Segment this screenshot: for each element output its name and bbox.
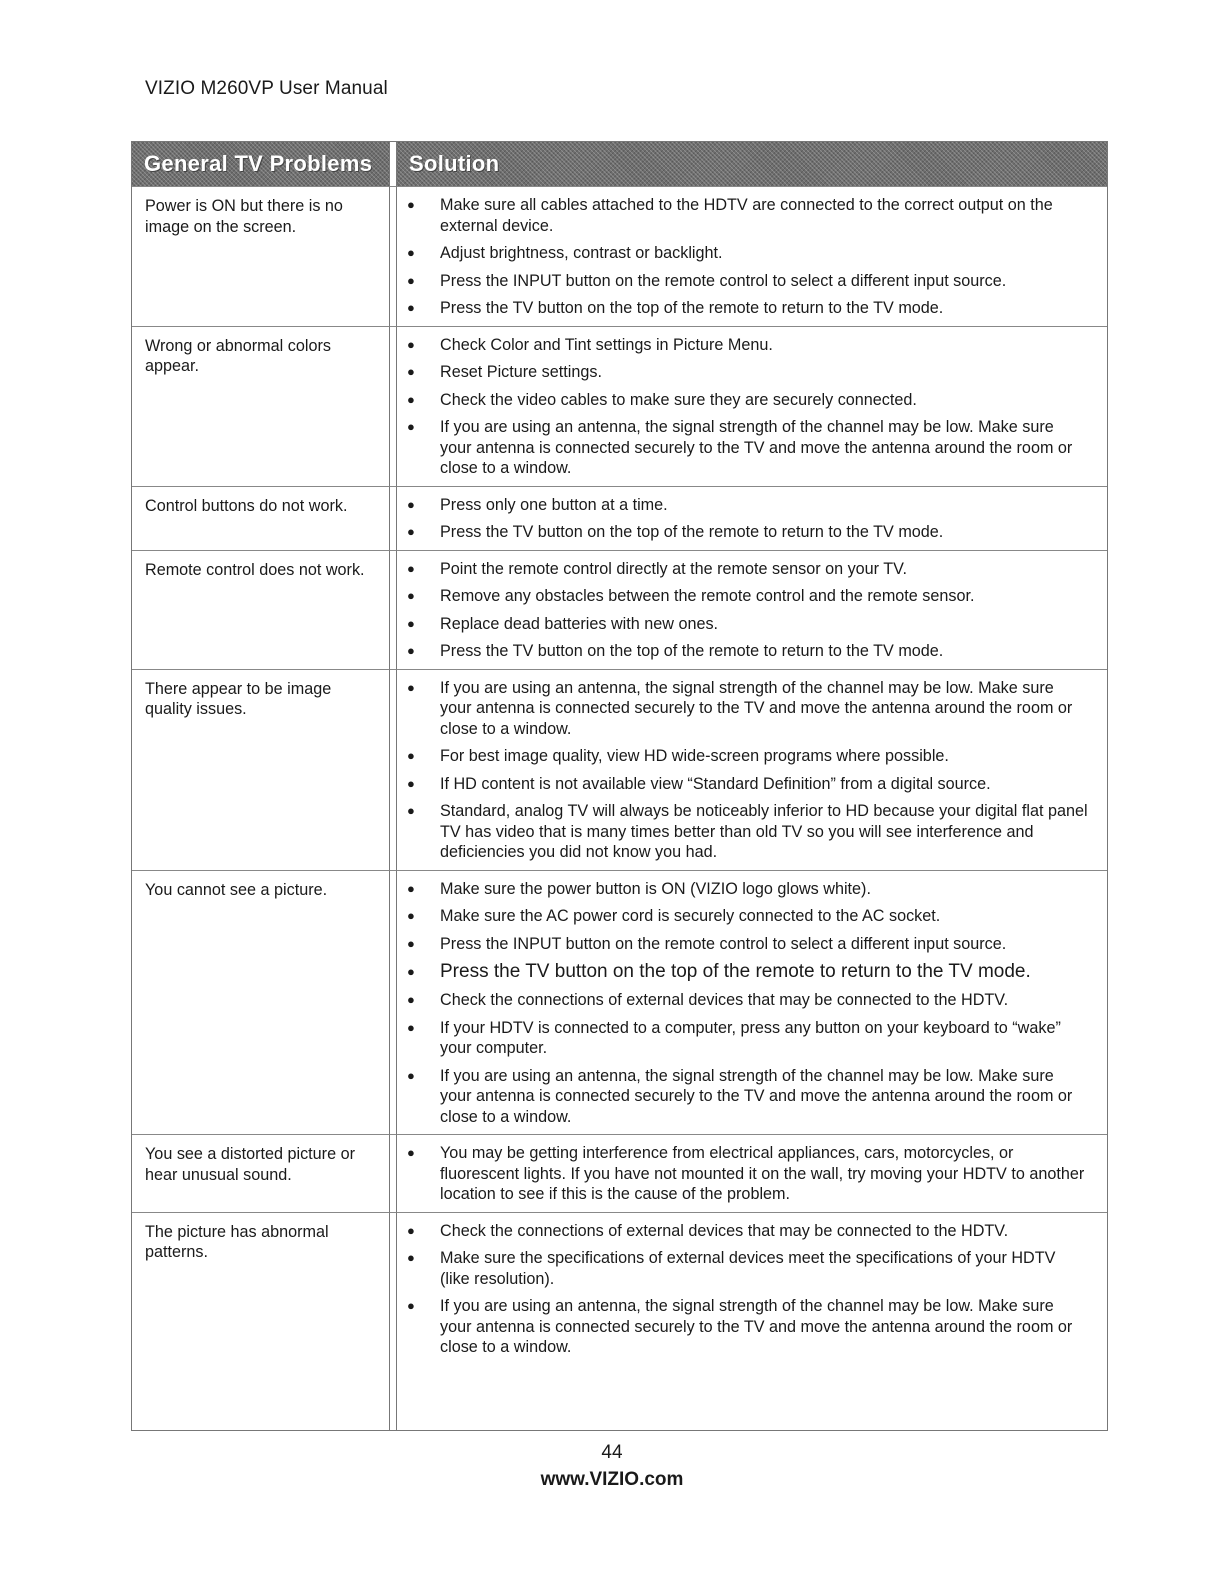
solution-text: Press the TV button on the top of the remote to return to the TV mode. — [440, 299, 944, 317]
solution-text: Remove any obstacles between the remote control and the remote sensor. — [440, 587, 975, 605]
list-item — [407, 961, 1089, 983]
solution-text: If you are using an antenna, the signal strength of the channel may be low. Make sure your antenna is connected securely to the TV and move the antenna around the room or close to a window. — [440, 1297, 1073, 1356]
list-item — [407, 678, 1089, 740]
solution-text: Check the connections of external devices that may be connected to the HDTV. — [440, 991, 1009, 1009]
column-divider — [389, 187, 397, 327]
table-row — [132, 551, 1107, 670]
solution-cell — [397, 551, 1107, 670]
solution-text: If you are using an antenna, the signal strength of the channel may be low. Make sure your antenna is connected securely to the TV and move the antenna around the room or close to a window. — [440, 1066, 1073, 1126]
solution-cell — [397, 187, 1107, 327]
solution-text: If you are using an antenna, the signal strength of the channel may be low. Make sure your antenna is connected securely to the TV and move the antenna around the room or close to a window. — [440, 678, 1073, 738]
bullet-icon: ● — [407, 775, 415, 791]
solution-text: Check Color and Tint settings in Picture Menu. — [440, 335, 773, 354]
table-row — [132, 1135, 1107, 1213]
solution-list — [407, 335, 1089, 479]
bullet-icon: ● — [407, 1250, 415, 1265]
bullet-icon: ● — [407, 391, 415, 407]
solution-text: Replace dead batteries with new ones. — [440, 614, 719, 633]
solution-list — [407, 879, 1089, 1128]
solution-text: If HD content is not available view “Standard Definition” from a digital source. — [440, 774, 991, 793]
solution-list — [407, 195, 1089, 319]
bullet-icon: ● — [407, 935, 415, 951]
bullet-icon: ● — [407, 803, 415, 818]
problem-cell: Wrong or abnormal colors appear. — [132, 327, 389, 487]
list-item — [407, 1296, 1089, 1358]
table-row — [132, 871, 1107, 1136]
problem-cell: The picture has abnormal patterns. — [145, 1222, 329, 1261]
list-item — [407, 298, 1089, 319]
solution-cell — [397, 487, 1107, 551]
troubleshooting-table — [131, 141, 1108, 1431]
column-divider — [389, 142, 397, 187]
solution-list — [407, 559, 1089, 662]
list-item — [407, 390, 1089, 411]
solution-cell — [397, 670, 1107, 871]
column-divider — [389, 1135, 397, 1213]
list-item — [407, 801, 1089, 863]
bullet-icon: ● — [407, 245, 415, 260]
table-row — [132, 327, 1107, 487]
bullet-icon: ● — [407, 908, 415, 923]
solution-text: Check the video cables to make sure they are securely connected. — [440, 390, 917, 409]
solution-text: Standard, analog TV will always be noticeably inferior to HD because your digital flat panel TV has video that is many times better than old TV so you will see interference and deficiencies you did not know you had. — [440, 802, 1088, 861]
solution-text: Check the connections of external devices that may be connected to the HDTV. — [440, 1221, 1009, 1240]
solution-list — [407, 678, 1089, 863]
bullet-icon: ● — [407, 560, 415, 576]
column-divider — [389, 487, 397, 551]
list-item — [407, 1248, 1089, 1289]
column-divider — [389, 1213, 397, 1430]
solution-list — [407, 1221, 1089, 1358]
list-item — [407, 417, 1089, 479]
list-item — [407, 335, 1089, 356]
list-item — [407, 559, 1089, 580]
footer-url: www.VIZIO.com — [540, 1469, 684, 1490]
list-item — [407, 1143, 1089, 1205]
list-item — [407, 522, 1089, 543]
bullet-icon: ● — [407, 615, 415, 631]
solution-list — [407, 495, 1089, 543]
solution-list — [407, 1143, 1089, 1205]
column-divider — [389, 551, 397, 670]
column-divider — [389, 327, 397, 487]
list-item — [407, 934, 1089, 955]
problem-cell: You cannot see a picture. — [132, 871, 389, 1136]
bullet-icon: ● — [407, 336, 415, 352]
bullet-icon: ● — [407, 964, 415, 979]
bullet-icon: ● — [407, 496, 415, 512]
bullet-icon: ● — [407, 1145, 415, 1160]
column-divider — [389, 871, 397, 1136]
solution-text: Press only one button at a time. — [440, 495, 668, 514]
bullet-icon: ● — [407, 992, 415, 1007]
problem-cell: Remote control does not work. — [132, 551, 389, 670]
solution-text: Make sure all cables attached to the HDTV are connected to the correct output on the external device. — [440, 196, 1053, 235]
bullet-icon: ● — [407, 1019, 415, 1035]
solution-text: Press the INPUT button on the remote control to select a different input source. — [440, 934, 1007, 953]
list-item — [407, 1018, 1089, 1059]
solution-text: Point the remote control directly at the remote sensor on your TV. — [440, 559, 907, 578]
page-number: 44 — [601, 1442, 623, 1463]
solution-text: Press the TV button on the top of the remote to return to the TV mode. — [440, 523, 944, 541]
solution-text: Make sure the specifications of external devices meet the specifications of your HDTV (like resolution). — [440, 1249, 1056, 1288]
solution-text: If you are using an antenna, the signal strength of the channel may be low. Make sure your antenna is connected securely to the TV and move the antenna around the room or close to a window. — [440, 418, 1073, 477]
bullet-icon: ● — [407, 524, 415, 539]
list-item — [407, 746, 1089, 767]
bullet-icon: ● — [407, 300, 415, 315]
solution-cell — [397, 327, 1107, 487]
bullet-icon: ● — [407, 748, 415, 763]
list-item — [407, 990, 1089, 1011]
table-row — [132, 1213, 1107, 1430]
table-row — [132, 487, 1107, 551]
bullet-icon: ● — [407, 643, 415, 658]
table-header-row — [132, 142, 1107, 187]
problem-cell: Power is ON but there is no image on the screen. — [132, 187, 389, 327]
list-item — [407, 362, 1089, 383]
solution-text: Reset Picture settings. — [440, 363, 602, 381]
list-item — [407, 195, 1089, 236]
solution-text: Adjust brightness, contrast or backlight. — [440, 244, 723, 262]
problem-cell: There appear to be image quality issues. — [132, 670, 389, 871]
running-header: VIZIO M260VP User Manual — [145, 78, 388, 99]
solution-text: Press the TV button on the top of the remote to return to the TV mode. — [440, 961, 1031, 982]
list-item — [407, 495, 1089, 516]
solution-cell — [397, 1213, 1107, 1430]
solution-text: If your HDTV is connected to a computer, press any button on your keyboard to “wake” your computer. — [440, 1018, 1061, 1057]
solution-cell — [397, 871, 1107, 1136]
bullet-icon: ● — [407, 880, 415, 896]
list-item — [407, 906, 1089, 927]
table-row — [132, 187, 1107, 327]
list-item — [407, 774, 1089, 795]
solution-text: For best image quality, view HD wide-screen programs where possible. — [440, 747, 949, 765]
table-row — [132, 670, 1107, 871]
list-item — [407, 1221, 1089, 1242]
column-header-problems: General TV Problems — [132, 142, 389, 187]
problem-cell: Control buttons do not work. — [132, 487, 389, 551]
bullet-icon: ● — [407, 1067, 415, 1083]
bullet-icon: ● — [407, 419, 415, 434]
list-item — [407, 641, 1089, 662]
list-item — [407, 271, 1089, 292]
bullet-icon: ● — [407, 1222, 415, 1238]
solution-text: Make sure the power button is ON (VIZIO logo glows white). — [440, 879, 871, 898]
bullet-icon: ● — [407, 679, 415, 695]
bullet-icon: ● — [407, 364, 415, 379]
bullet-icon: ● — [407, 272, 415, 288]
list-item — [407, 243, 1089, 264]
list-item — [407, 586, 1089, 607]
list-item — [407, 1066, 1089, 1128]
solution-text: You may be getting interference from electrical appliances, cars, motorcycles, or fluorescent lights. If you have not mounted it on the wall, try moving your HDTV to another location to see if this is the cause of the problem. — [440, 1144, 1085, 1203]
bullet-icon: ● — [407, 1298, 415, 1313]
solution-text: Press the INPUT button on the remote control to select a different input source. — [440, 271, 1007, 290]
list-item — [407, 614, 1089, 635]
bullet-icon: ● — [407, 588, 415, 603]
solution-cell — [397, 1135, 1107, 1213]
list-item — [407, 879, 1089, 900]
bullet-icon: ● — [407, 197, 415, 212]
problem-cell: You see a distorted picture or hear unusual sound. — [132, 1135, 389, 1213]
column-divider — [389, 670, 397, 871]
solution-text: Make sure the AC power cord is securely connected to the AC socket. — [440, 907, 941, 925]
column-header-solution: Solution — [397, 142, 1107, 187]
solution-text: Press the TV button on the top of the remote to return to the TV mode. — [440, 642, 944, 660]
